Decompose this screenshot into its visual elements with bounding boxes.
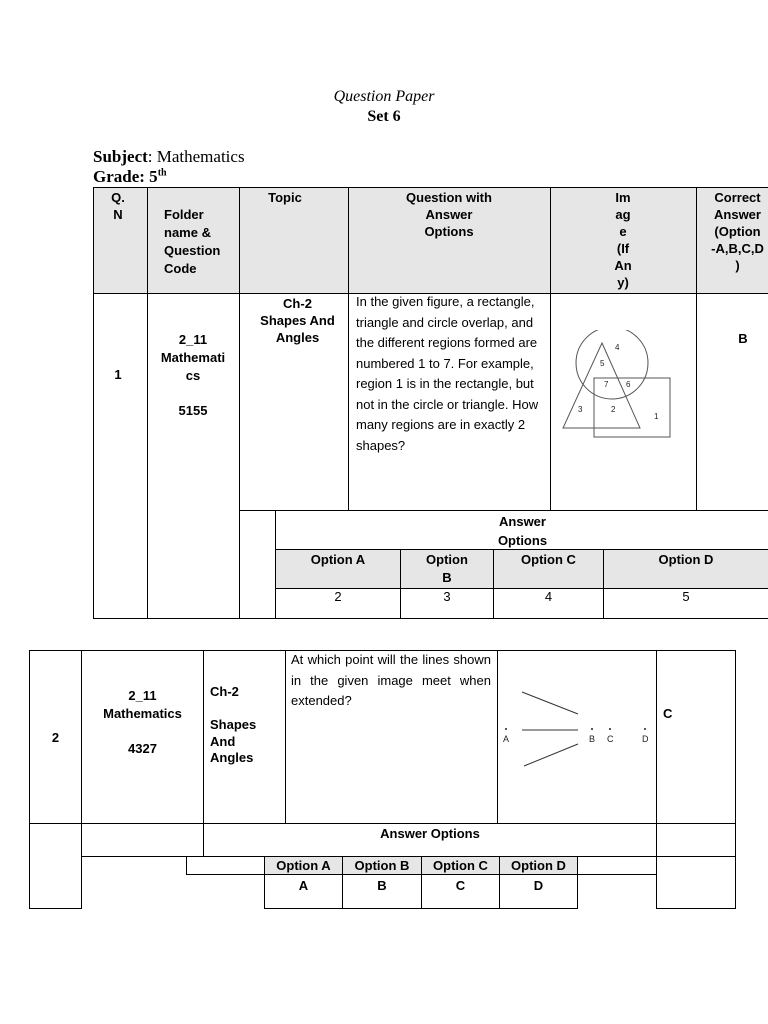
rule: [93, 187, 768, 188]
option-b-value: 3: [443, 589, 451, 604]
question-text: At which point will the lines shown in the given image meet when extended?: [291, 652, 491, 708]
rule: [550, 187, 551, 511]
rule: [93, 187, 94, 619]
option-d-value: 5: [682, 589, 690, 604]
topic: Ch-2 Shapes And Angles: [260, 296, 335, 345]
point-label: C: [607, 734, 614, 744]
figure-point: [591, 728, 593, 730]
question-code: 4327: [128, 741, 157, 756]
figure-label: 4: [615, 343, 620, 352]
lines-figure: [500, 686, 655, 776]
venn-figure: [560, 330, 675, 442]
rule: [186, 856, 187, 875]
rule: [93, 618, 768, 619]
figure-point: [644, 728, 646, 730]
rule: [735, 650, 736, 909]
option-d-header: Option D: [658, 552, 714, 567]
header-correct-answer: Correct Answer (Option -A,B,C,D ): [711, 190, 764, 273]
option-a-value: 2: [334, 589, 342, 604]
grade-label: Grade: 5: [93, 167, 158, 186]
option-c-value: C: [455, 878, 466, 893]
rule: [240, 510, 768, 511]
figure-label: 2: [611, 405, 616, 414]
correct-answer: B: [738, 331, 748, 346]
subject-label: Subject: [93, 147, 148, 166]
question-code: 5155: [178, 403, 208, 418]
header-topic: Topic: [268, 190, 302, 205]
subject-value: : Mathematics: [147, 147, 245, 166]
option-a-header: Option A: [276, 858, 331, 873]
topic: Ch-2 Shapes And Angles: [210, 684, 257, 765]
rule: [656, 650, 657, 909]
rule: [696, 187, 697, 511]
option-c-value: 4: [544, 589, 553, 604]
header-folder: Folder name & Question Code: [164, 207, 221, 276]
option-c-header: Option C: [521, 552, 576, 567]
option-d-header: Option D: [511, 858, 566, 873]
option-a-value: A: [298, 878, 309, 893]
rule: [656, 908, 736, 909]
grade-superscript: th: [157, 167, 167, 179]
question-number: 1: [114, 367, 122, 382]
header-qn: Q. N: [111, 190, 125, 222]
figure-line: [524, 744, 578, 766]
point-label: B: [589, 734, 596, 744]
header-image: Im ag e (If An y): [614, 190, 632, 290]
rule: [239, 187, 240, 619]
question-text: In the given figure, a rectangle, triangle and circle overlap, and the different regions formed are numbered 1 to 7. For example, region 1 is in the rectangle, but not in the circle or triangle. How many regions are in exactly 2 shapes?: [356, 294, 539, 453]
figure-line: [522, 692, 578, 714]
figure-label: 6: [626, 380, 631, 389]
rule: [147, 187, 148, 619]
option-b-value: B: [377, 878, 387, 893]
figure-label: 1: [654, 412, 659, 421]
option-c-header: Option C: [433, 858, 488, 873]
point-label: D: [642, 734, 649, 744]
answer-options-title: Answer Options: [497, 514, 548, 548]
paper-title: Question Paper: [333, 88, 435, 105]
rule: [285, 650, 286, 824]
option-b-header: Option B: [426, 552, 468, 585]
question-number: 2: [51, 730, 60, 745]
correct-answer: C: [663, 706, 673, 721]
paper-set: Set 6: [367, 108, 401, 125]
rule: [203, 650, 204, 857]
figure-label: 3: [578, 405, 583, 414]
figure-point: [609, 728, 611, 730]
rule: [497, 650, 498, 824]
figure-label: 5: [600, 359, 605, 368]
rule: [577, 856, 578, 909]
grade-line: [93, 167, 167, 187]
figure-label: 7: [604, 380, 609, 389]
answer-options-title: Answer Options: [380, 826, 480, 841]
option-b-header: Option B: [354, 858, 410, 873]
option-a-header: Option A: [310, 552, 366, 567]
figure-point: [505, 728, 507, 730]
rule: [29, 823, 736, 824]
option-d-value: D: [533, 878, 544, 893]
rule: [29, 650, 30, 909]
point-label: A: [503, 734, 510, 744]
subject-line: [93, 147, 245, 167]
folder-name: 2_11 Mathematics: [103, 688, 182, 721]
rule: [29, 908, 82, 909]
folder-name: 2_11 Mathemati cs: [160, 332, 226, 383]
header-question: Question with Answer Options: [406, 190, 492, 239]
